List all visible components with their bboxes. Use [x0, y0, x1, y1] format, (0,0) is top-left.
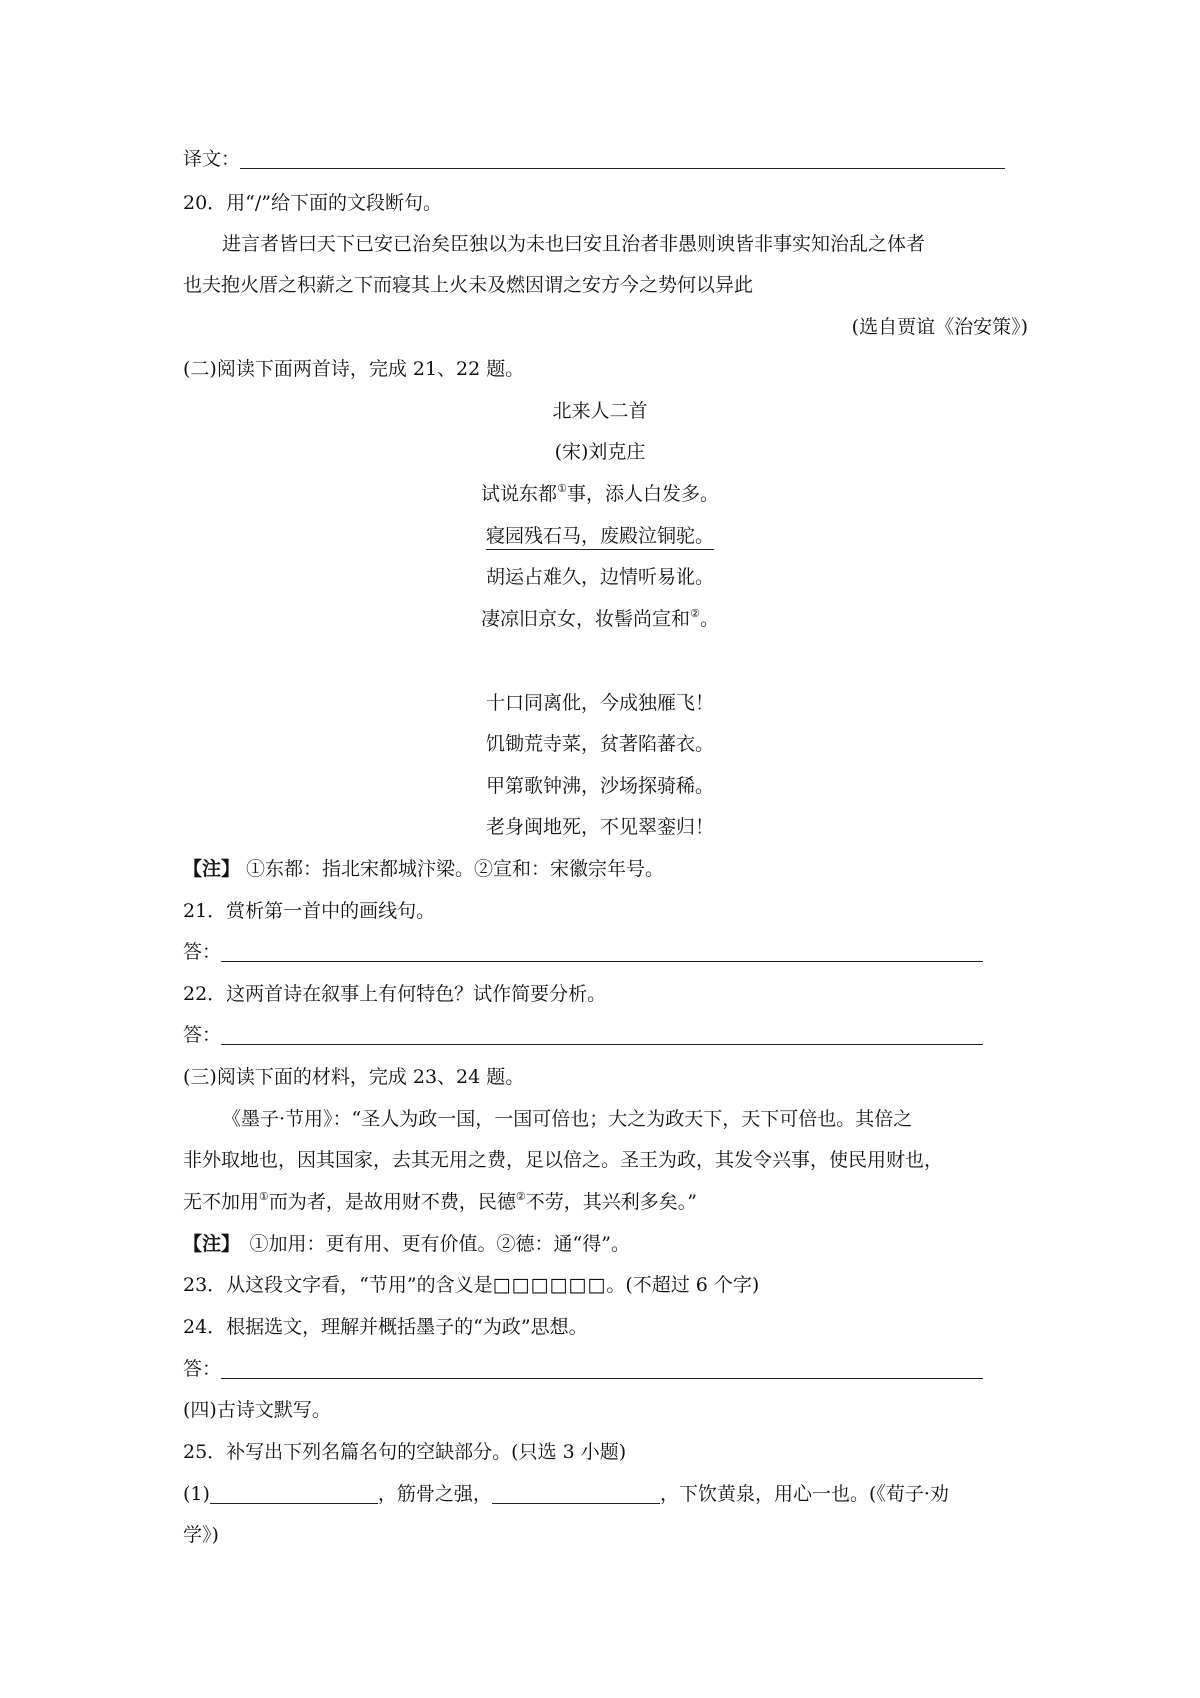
poem1-line4	[0, 606, 1200, 632]
poem2-line2: 饥锄荒寺菜，贫著陷蕃衣。	[485, 733, 714, 755]
q20-question: 20．用“/”给下面的文段断句。	[183, 192, 443, 214]
q20-passage-line1: 进言者皆曰天下已安已治矣臣独以为未也曰安且治者非愚则谀皆非事实知治乱之体者	[222, 233, 926, 255]
section3-para-line3	[183, 1189, 1028, 1215]
translation-label: 译文：	[183, 148, 241, 170]
q20-passage-line2: 也夫抱火厝之积薪之下而寝其上火未及燃因谓之安方今之势何以异此	[183, 274, 754, 296]
q25-item1-blank2[interactable]	[492, 1483, 660, 1504]
q25-item1-continued: 学》)	[183, 1524, 219, 1546]
q25-item1-blank1[interactable]	[210, 1483, 378, 1504]
para-line3-c: 不劳，其兴利多矣。”	[525, 1191, 697, 1213]
note-marker-3: ①	[259, 1190, 269, 1203]
poem2-line3: 甲第歌钟沸，沙场探骑稀。	[485, 775, 714, 797]
translation-answer-blank[interactable]	[240, 148, 1005, 169]
q23-answer-boxes[interactable]: □□□□□□	[492, 1274, 607, 1296]
q24-question: 24．根据选文，理解并概括墨子的“为政”思想。	[183, 1316, 588, 1338]
note-marker-2: ②	[690, 607, 700, 620]
q25-item1-end: ，下饮黄泉，用心一也。(《荀子·劝	[659, 1483, 949, 1505]
q25-question: 25．补写出下列名篇名句的空缺部分。(只选 3 小题)	[183, 1441, 627, 1463]
note-tag: 【注】	[183, 858, 241, 880]
q24-answer-label: 答：	[183, 1358, 222, 1380]
section4-header: (四)古诗文默写。	[183, 1399, 331, 1421]
q22-question: 22．这两首诗在叙事上有何特色？试作简要分析。	[183, 983, 607, 1005]
q25-item1-number: (1)	[183, 1483, 210, 1505]
para-line3-a: 无不加用	[183, 1191, 260, 1213]
translation-line	[183, 146, 1028, 172]
section3-para-line1: 《墨子·节用》：“圣人为政一国，一国可倍也；大之为政天下，天下可倍也。其倍之	[222, 1108, 913, 1130]
q21-answer-label: 答：	[183, 941, 222, 963]
section3-header: (三)阅读下面的材料，完成 23、24 题。	[183, 1066, 525, 1088]
note-marker-4: ②	[515, 1190, 526, 1203]
poem1-line1-a: 试说东都	[481, 483, 558, 505]
para-line3-b: 而为者，是故用财不费，民德	[268, 1191, 516, 1213]
q23-text-b: 。(不超过 6 个字)	[606, 1274, 760, 1296]
poem1-underlined-line: 寝园残石马，废殿泣铜驼。	[486, 525, 714, 550]
poem2-line1: 十口同离仳，今成独雁飞！	[485, 692, 714, 714]
section2-note	[183, 856, 1028, 882]
section3-para-line2: 非外取地也，因其国家，去其无用之费，足以倍之。圣王为政，其发令兴事，使民用财也，	[183, 1149, 944, 1171]
section2-header: (二)阅读下面两首诗，完成 21、22 题。	[183, 358, 525, 380]
q21-answer-line	[183, 939, 1028, 965]
poem-author: (宋)刘克庄	[554, 441, 646, 463]
q25-item1	[183, 1481, 1028, 1507]
poem1-line4-a: 凄凉旧京女，妆髻尚宣和	[481, 608, 691, 630]
note-text-2: ①加用：更有用、更有价值。②德：通“得”。	[230, 1233, 630, 1255]
q20-source: (选自贾谊《治安策》)	[851, 316, 1028, 338]
poem1-line1-b: 事，添人白发多。	[566, 483, 719, 505]
section3-note	[183, 1231, 1028, 1257]
q23-question	[183, 1272, 1028, 1298]
poem1-line2	[0, 523, 1200, 549]
q22-answer-line	[183, 1022, 1028, 1048]
poem1-line3: 胡运占难久，边情听易讹。	[485, 566, 714, 588]
q23-text-a: 23．从这段文字看，“节用”的含义是	[183, 1274, 493, 1296]
poem1-line4-b: 。	[699, 608, 719, 630]
poem-title: 北来人二首	[552, 400, 648, 422]
q21-question: 21．赏析第一首中的画线句。	[183, 900, 436, 922]
q25-item1-mid: ，筋骨之强，	[377, 1483, 492, 1505]
poem1-line1	[0, 481, 1200, 507]
poem2-line4: 老身闽地死，不见翠銮归！	[485, 816, 714, 838]
note-text: ①东都：指北宋都城汴梁。②宣和：宋徽宗年号。	[240, 858, 665, 880]
q22-answer-label: 答：	[183, 1024, 222, 1046]
q21-answer-blank[interactable]	[221, 941, 983, 962]
q24-answer-line	[183, 1356, 1028, 1382]
q22-answer-blank[interactable]	[221, 1024, 983, 1045]
q24-answer-blank[interactable]	[221, 1358, 983, 1379]
note-marker-1: ①	[557, 482, 567, 495]
note-tag-2: 【注】	[183, 1233, 231, 1255]
